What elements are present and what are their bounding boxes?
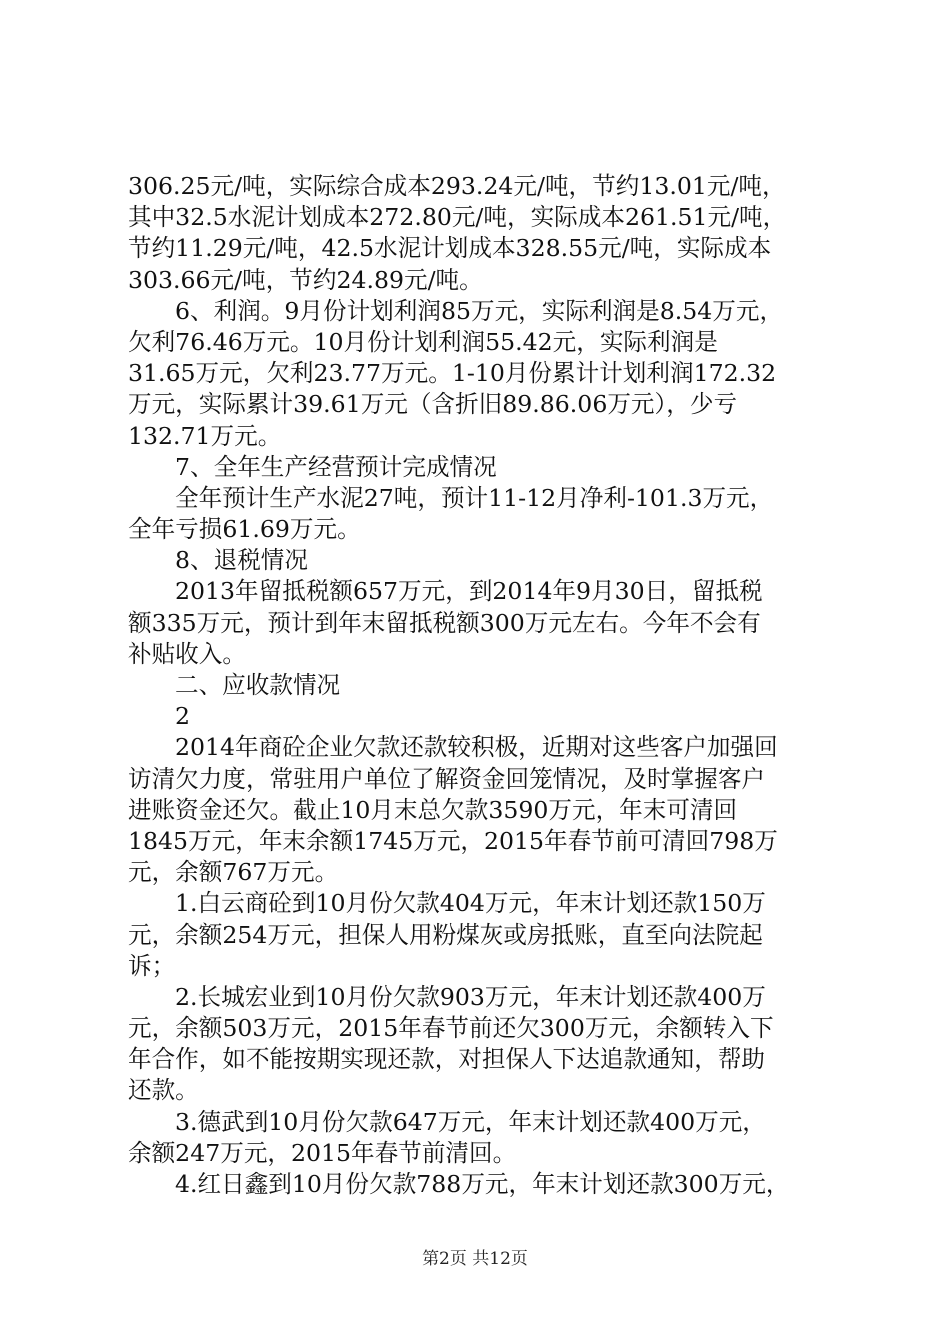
text-line: 1.白云商砼到10月份欠款404万元，年末计划还款150万 — [175, 889, 766, 918]
text-line: 132.71万元。 — [128, 421, 282, 450]
text-line: 节约11.29元/吨，42.5水泥计划成本328.55元/吨，实际成本 — [128, 234, 772, 263]
text-line: 全年亏损61.69万元。 — [128, 515, 361, 544]
text-line: 31.65万元，欠利23.77万元。1-10月份累计计划利润172.32 — [128, 359, 777, 388]
text-line: 欠利76.46万元。10月份计划利润55.42元，实际利润是 — [128, 327, 718, 356]
page-footer — [0, 1244, 950, 1269]
document-body — [128, 171, 828, 1200]
text-line: 额335万元，预计到年末留抵税额300万元左右。今年不会有 — [128, 608, 761, 637]
text-line: 进账资金还欠。截止10月末总欠款3590万元，年末可清回 — [128, 795, 738, 824]
text-line: 2013年留抵税额657万元，到2014年9月30日，留抵税 — [175, 577, 763, 606]
section-heading: 8、退税情况 — [175, 546, 308, 575]
text-line: 6、利润。9月份计划利润85万元，实际利润是8.54万元， — [175, 296, 784, 325]
text-line: 补贴收入。 — [128, 639, 246, 668]
text-line: 元，余额767万元。 — [128, 858, 339, 887]
text-line: 4.红日鑫到10月份欠款788万元，年末计划还款300万元， — [175, 1170, 790, 1198]
text-line: 303.66元/吨，节约24.89元/吨。 — [128, 265, 483, 294]
text-line: 2 — [175, 702, 191, 731]
text-line: 其中32.5水泥计划成本272.80元/吨，实际成本261.51元/吨， — [128, 203, 787, 232]
text-line: 还款。 — [128, 1076, 199, 1105]
text-line: 诉； — [128, 951, 176, 980]
text-line: 元，余额254万元，担保人用粉煤灰或房抵账，直至向法院起 — [128, 920, 763, 949]
text-line: 全年预计生产水泥27吨，预计11-12月净利-101.3万元， — [175, 483, 774, 512]
text-line: 年合作，如不能按期实现还款，对担保人下达追款通知，帮助 — [128, 1045, 766, 1074]
text-line: 访清欠力度，常驻用户单位了解资金回笼情况，及时掌握客户 — [128, 764, 766, 793]
text-line: 306.25元/吨，实际综合成本293.24元/吨，节约13.01元/吨， — [128, 172, 786, 200]
section-heading: 二、应收款情况 — [175, 671, 341, 699]
text-line: 3.德武到10月份欠款647万元，年末计划还款400万元， — [175, 1107, 766, 1136]
section-heading: 7、全年生产经营预计完成情况 — [175, 452, 497, 481]
text-line: 1845万元，年末余额1745万元，2015年春节前可清回798万 — [128, 826, 778, 855]
text-line: 2014年商砼企业欠款还款较积极，近期对这些客户加强回 — [175, 733, 778, 762]
text-line: 元，余额503万元，2015年春节前还欠300万元，余额转入下 — [128, 1014, 774, 1043]
text-line: 余额247万元，2015年春节前清回。 — [128, 1138, 517, 1167]
text-line: 万元，实际累计39.61万元（含折旧89.86.06万元），少亏 — [128, 390, 738, 419]
text-line: 2.长城宏业到10月份欠款903万元，年末计划还款400万 — [175, 982, 766, 1011]
page-number-label: 第2页 共12页 — [422, 1249, 528, 1269]
